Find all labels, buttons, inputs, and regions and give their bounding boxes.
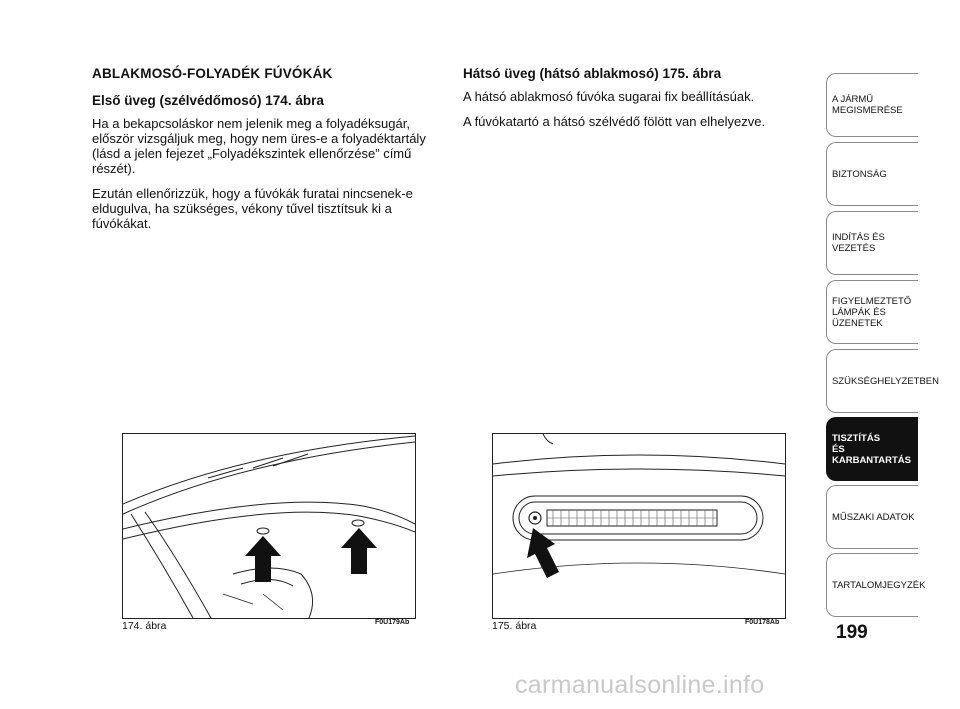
rear-paragraph-1: A hátsó ablakmosó fúvóka sugarai fix beállításúak. xyxy=(463,89,755,104)
left-column xyxy=(92,66,442,241)
rear-paragraph-2: A fúvókatartó a hátsó szélvédő fölött van elhelyezve. xyxy=(463,114,766,129)
tab-starting-driving[interactable]: INDÍTÁS ÉS VEZETÉS xyxy=(826,211,918,275)
front-glass-subheading: Első üveg (szélvédőmosó) 174. ábra xyxy=(92,93,324,108)
figure-175-code: F0U178Ab xyxy=(745,619,780,626)
front-paragraph-2: Ezután ellenőrizzük, hogy a fúvókák furatai nincsenek-e eldugulva, ha szükséges, vékony tűvel tisztítsuk ki a fúvókákat. xyxy=(92,186,413,231)
tab-vehicle-overview[interactable]: A JÁRMŰ MEGISMERÉSE xyxy=(826,73,918,137)
watermark: carmanualsonline.info xyxy=(515,671,765,699)
figure-175-rear-washer xyxy=(492,433,786,619)
arrow-icon xyxy=(245,528,377,582)
page-number: 199 xyxy=(836,622,868,643)
tab-warning-lights[interactable]: FIGYELMEZTETŐ LÁMPÁK ÉS ÜZENETEK xyxy=(826,280,918,344)
figure-174-code: F0U179Ab xyxy=(375,619,410,626)
right-column xyxy=(463,66,813,139)
figure-174-front-washer xyxy=(122,433,416,619)
tab-contents[interactable]: TARTALOMJEGYZÉK xyxy=(826,553,918,617)
tab-safety[interactable]: BIZTONSÁG xyxy=(826,142,918,206)
section-heading: ABLAKMOSÓ-FOLYADÉK FÚVÓKÁK xyxy=(92,66,333,81)
figure-174-caption: 174. ábra xyxy=(122,620,167,632)
rear-glass-subheading: Hátsó üveg (hátsó ablakmosó) 175. ábra xyxy=(463,66,722,81)
tab-cleaning-maintenance[interactable]: TISZTÍTÁS ÉS KARBANTARTÁS xyxy=(826,417,918,481)
tab-emergency[interactable]: SZÜKSÉGHELYZETBEN xyxy=(826,349,918,413)
front-washer-illustration xyxy=(123,434,415,618)
figure-175-caption: 175. ábra xyxy=(492,620,537,632)
arrow-icon xyxy=(527,528,559,578)
tab-technical-data[interactable]: MŰSZAKI ADATOK xyxy=(826,485,918,549)
front-paragraph-1: Ha a bekapcsoláskor nem jelenik meg a folyadéksugár, először vizsgáljuk meg, hogy nem üres-e a folyadéktartály (lásd a jelen fejezet „Folyadékszintek ellenőrzése” című részét). xyxy=(92,116,426,176)
rear-washer-illustration xyxy=(493,434,785,618)
